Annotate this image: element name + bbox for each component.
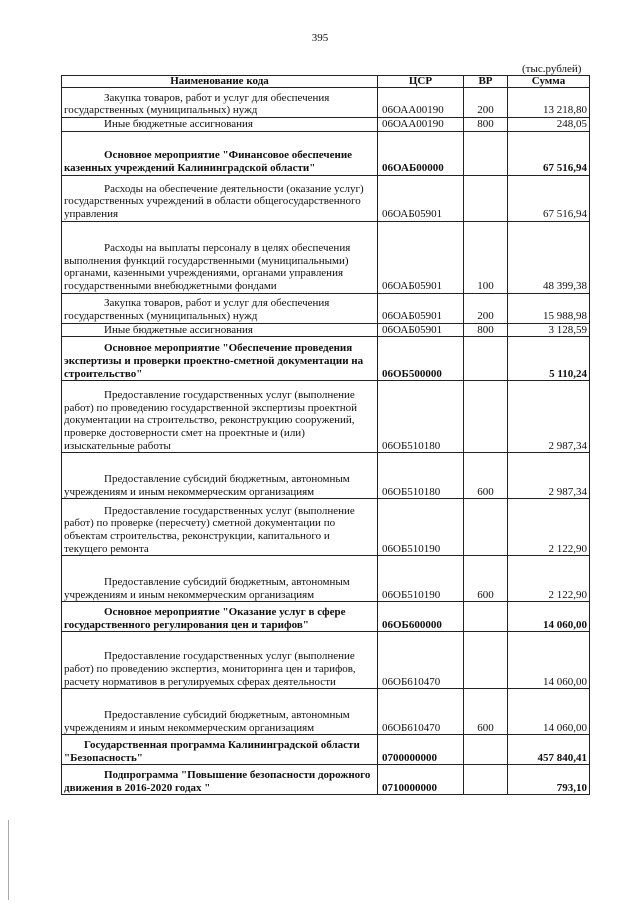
row-vr-cell [464,735,508,765]
row-name-cell-text: Предоставление субсидий бюджетным, автономным учреждениям и иным некоммерческим организациям [64,709,350,734]
row-csr-cell [378,221,464,293]
row-sum-cell-text: 248,05 [556,118,587,130]
row-vr-cell-text: 200 [477,104,494,117]
row-vr-cell [464,381,508,453]
table-row [62,323,590,337]
row-sum-cell [508,735,590,765]
row-csr-cell [378,88,464,118]
row-vr-cell-text: 100 [477,280,494,292]
row-name-cell [62,221,378,293]
row-sum-cell [508,689,590,735]
row-csr-cell [378,602,464,632]
table-row [62,632,590,689]
table-row [62,131,590,175]
row-name-cell-text: Основное мероприятие "Оказание услуг в сфере государственного регулирования цен и тарифов" [64,606,346,631]
table-row [62,175,590,221]
row-sum-cell [508,765,590,795]
row-name-cell-text: Закупка товаров, работ и услуг для обеспечения государственных (муниципальных) нужд [64,297,330,322]
row-sum-cell [508,453,590,499]
row-sum-cell-text: 2 987,34 [548,439,587,452]
row-sum-cell [508,118,590,132]
row-name-cell [62,381,378,453]
table-row [62,765,590,795]
row-vr-cell-text: 600 [477,721,494,734]
row-vr-cell [464,556,508,602]
row-vr-cell [464,175,508,221]
row-name-cell [62,632,378,689]
row-csr-cell [378,175,464,221]
row-sum-cell-text: 457 840,41 [537,751,587,764]
row-sum-cell [508,632,590,689]
row-csr-cell-text: 06ОБ510180 [382,439,441,452]
table-row [62,735,590,765]
row-sum-cell [508,556,590,602]
row-csr-cell [378,323,464,337]
units-label: (тыс.рублей) [522,63,582,75]
row-vr-cell [464,118,508,132]
header-vr: ВР [464,76,508,88]
row-name-cell-text: Расходы на обеспечение деятельности (оказание услуг) государственных учреждений в области общегосударственного управления [64,182,364,220]
header-name: Наименование кода [62,76,378,88]
row-csr-cell [378,765,464,795]
row-csr-cell-text: 06ОБ510190 [382,542,441,555]
row-sum-cell-text: 5 110,24 [549,367,587,380]
row-sum-cell [508,88,590,118]
row-vr-cell-text: 600 [477,588,494,601]
row-vr-cell [464,499,508,556]
row-name-cell [62,689,378,735]
row-sum-cell-text: 2 987,34 [548,485,587,498]
table-row [62,499,590,556]
row-sum-cell [508,499,590,556]
row-name-cell [62,337,378,381]
row-sum-cell-text: 67 516,94 [543,162,587,174]
row-csr-cell [378,293,464,323]
row-name-cell-text: Расходы на выплаты персоналу в целях обеспечения выполнения функций государственными (муниципальными) органами, казенными учреждениями, органами управления государственными внебюджетными фондами [64,242,351,292]
table-row [62,602,590,632]
row-csr-cell-text: 06ОБ610470 [382,721,441,734]
row-name-cell [62,602,378,632]
row-csr-cell-text: 06ОАА00190 [382,118,444,130]
row-sum-cell-text: 14 060,00 [543,675,587,688]
row-sum-cell [508,221,590,293]
left-margin-mark [8,820,9,900]
row-csr-cell-text: 06ОБ510190 [382,588,441,601]
row-csr-cell [378,556,464,602]
row-sum-cell-text: 14 060,00 [543,721,587,734]
row-csr-cell [378,118,464,132]
row-sum-cell-text: 3 128,59 [548,323,587,336]
row-name-cell [62,556,378,602]
row-csr-cell-text: 06ОАБ05901 [382,280,443,292]
row-csr-cell-text: 06ОАБ05901 [382,208,443,220]
row-sum-cell-text: 13 218,80 [543,104,587,117]
table-header-row [62,76,590,88]
row-name-cell-text: Предоставление субсидий бюджетным, автономным учреждениям и иным некоммерческим организациям [64,576,350,601]
row-sum-cell [508,131,590,175]
row-vr-cell [464,337,508,381]
row-name-cell [62,88,378,118]
row-csr-cell-text: 06ОАА00190 [382,104,444,117]
row-vr-cell [464,453,508,499]
row-csr-cell-text: 06ОБ610470 [382,675,441,688]
row-name-cell [62,118,378,132]
row-csr-cell-text: 0710000000 [382,781,437,794]
row-name-cell-text: Основное мероприятие "Финансовое обеспечение казенных учреждений Калининградской области" [64,149,353,174]
row-vr-cell [464,323,508,337]
table-body [62,88,590,795]
row-csr-cell [378,337,464,381]
table-row [62,118,590,132]
row-csr-cell [378,131,464,175]
row-sum-cell [508,175,590,221]
row-name-cell-text: Иные бюджетные ассигнования [104,118,253,130]
row-name-cell-text: Предоставление государственных услуг (выполнение работ) по проведению государственной экспертизы проектной документации на строительство, реконструкцию сооружений, проверке достоверности смет на проектные и (или) изыскательные работы [64,389,357,452]
table-row [62,381,590,453]
row-sum-cell [508,602,590,632]
row-csr-cell [378,632,464,689]
row-name-cell-text: Закупка товаров, работ и услуг для обеспечения государственных (муниципальных) нужд [64,91,330,117]
row-csr-cell [378,453,464,499]
row-vr-cell [464,88,508,118]
row-vr-cell [464,632,508,689]
row-name-cell [62,765,378,795]
row-name-cell-text: Государственная программа Калининградской области "Безопасность" [64,739,360,764]
row-name-cell [62,499,378,556]
row-name-cell-text: Предоставление государственных услуг (выполнение работ) по проверке (пересчету) сметной документации по объектам строительства, реконструкции, капитального и текущего ремонта [64,504,355,555]
row-vr-cell-text: 800 [477,118,494,130]
row-sum-cell-text: 2 122,90 [548,588,587,601]
row-csr-cell [378,499,464,556]
row-csr-cell-text: 06ОБ500000 [382,367,442,380]
row-name-cell [62,323,378,337]
row-csr-cell-text: 0700000000 [382,751,437,764]
row-csr-cell-text: 06ОБ510180 [382,485,441,498]
row-vr-cell-text: 200 [477,310,494,322]
table-row [62,88,590,118]
row-csr-cell [378,381,464,453]
table-row [62,556,590,602]
header-csr: ЦСР [378,76,464,88]
row-name-cell [62,131,378,175]
row-sum-cell-text: 793,10 [556,781,587,794]
row-vr-cell [464,689,508,735]
row-csr-cell-text: 06ОАБ05901 [382,323,443,336]
row-name-cell [62,175,378,221]
table-row [62,337,590,381]
row-sum-cell-text: 14 060,00 [543,618,587,631]
table-row [62,221,590,293]
row-sum-cell [508,381,590,453]
page-number: 395 [311,32,329,44]
row-name-cell [62,453,378,499]
row-vr-cell [464,765,508,795]
row-sum-cell-text: 67 516,94 [543,208,587,220]
row-name-cell-text: Предоставление государственных услуг (выполнение работ) по проведению экспертиз, мониторинга цен и тарифов, расчету нормативов в регулируемых сферах деятельности [64,650,356,688]
row-sum-cell-text: 15 988,98 [543,310,587,322]
row-csr-cell-text: 06ОАБ00000 [382,162,444,174]
row-csr-cell [378,735,464,765]
row-vr-cell [464,293,508,323]
row-vr-cell-text: 600 [477,485,494,498]
row-name-cell [62,293,378,323]
table-row [62,453,590,499]
row-vr-cell [464,131,508,175]
row-sum-cell [508,293,590,323]
row-name-cell [62,735,378,765]
table-row [62,293,590,323]
row-csr-cell-text: 06ОАБ05901 [382,310,443,322]
row-sum-cell [508,337,590,381]
header-sum: Сумма [508,76,590,88]
row-name-cell-text: Иные бюджетные ассигнования [104,323,253,336]
row-sum-cell-text: 48 399,38 [543,280,587,292]
row-name-cell-text: Основное мероприятие "Обеспечение проведения экспертизы и проверки проектно-сметной документации на строительство" [64,342,364,380]
budget-table [61,75,590,795]
row-csr-cell [378,689,464,735]
row-name-cell-text: Предоставление субсидий бюджетным, автономным учреждениям и иным некоммерческим организациям [64,473,350,498]
row-vr-cell [464,602,508,632]
row-vr-cell [464,221,508,293]
row-name-cell-text: Подпрограмма "Повышение безопасности дорожного движения в 2016-2020 годах " [64,769,371,794]
table-row [62,689,590,735]
row-vr-cell-text: 800 [477,323,494,336]
row-sum-cell [508,323,590,337]
row-csr-cell-text: 06ОБ600000 [382,618,442,631]
row-sum-cell-text: 2 122,90 [548,542,587,555]
